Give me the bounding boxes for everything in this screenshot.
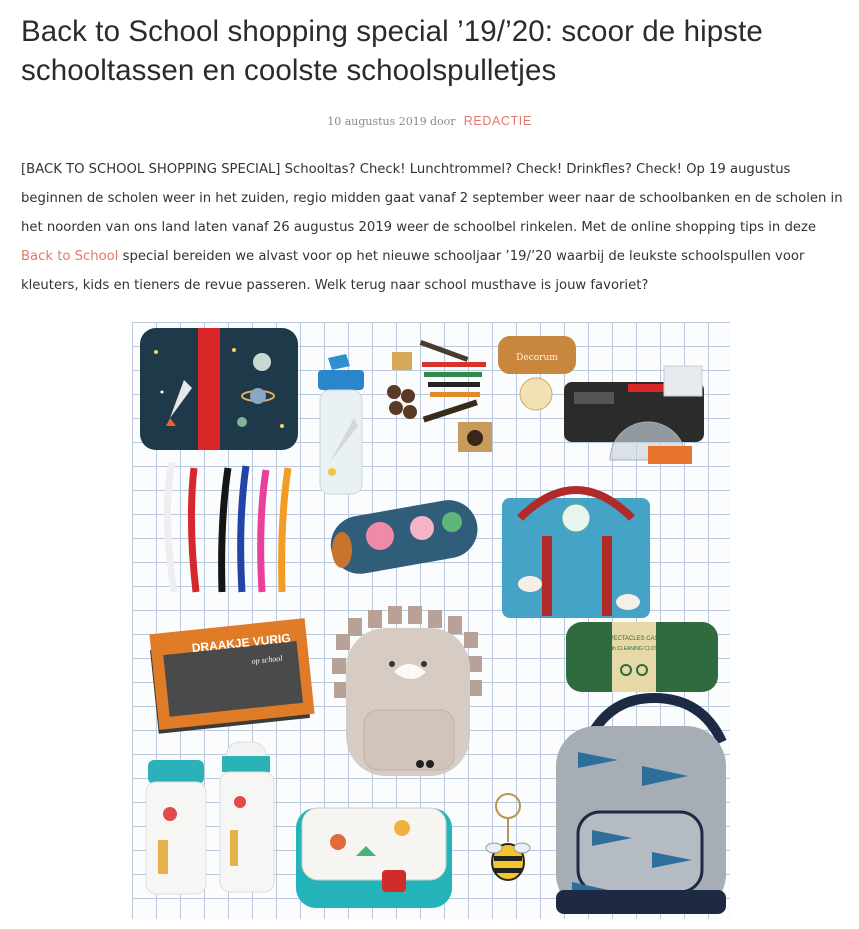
kids-drink-bottles: [146, 742, 274, 894]
product-collage-image: [132, 322, 730, 919]
animal-lunch-box: [296, 808, 452, 908]
floral-pencil-case: [326, 496, 482, 579]
author-link[interactable]: REDACTIE: [463, 114, 532, 128]
book-title: DRAAKJE VURIG: [191, 630, 292, 656]
collage-illustration: [132, 322, 730, 919]
water-bottle: [318, 354, 364, 494]
space-lunchbox: [140, 328, 298, 450]
glasses-case-sub: with CLEANING CLOTH: [606, 646, 662, 652]
sharpener-brand: Decorum: [516, 353, 558, 363]
spectacles-case: [566, 622, 718, 692]
hedgehog-backpack: [332, 606, 482, 776]
bee-keyring: [486, 794, 530, 880]
glasses-case-label: SPECTACLES CASE: [605, 636, 663, 642]
calculator-pencil-case: [564, 366, 704, 464]
intro-text-1: [BACK TO SCHOOL SHOPPING SPECIAL] Schooltas? Check! Lunchtrommel? Check! Drinkfles? Check! Op 19 augustus beginnen de scholen weer in het zuiden, regio midden gaat vanaf 2 september weer naar de schoolbanken en de scholen in het noorden van ons land laten vanaf 26 augustus 2019 weer de schoolbel rinkelen. Met de online shopping tips in deze: [21, 162, 843, 235]
cooler-lunch-bag: [502, 490, 650, 618]
back-to-school-link[interactable]: Back to School: [21, 249, 119, 264]
author-prefix: door: [430, 115, 456, 128]
article-title: Back to School shopping special ’19/’20: scoor de hipste schooltassen en coolste schoolspulletjes: [21, 15, 763, 87]
article-intro: [21, 155, 843, 300]
picture-book-draakje-vurig: [149, 618, 314, 734]
feather-pens: [167, 462, 288, 592]
colored-pencils: [387, 340, 492, 452]
shark-backpack: [556, 698, 726, 914]
publish-date: 10 augustus 2019: [327, 115, 427, 128]
article-meta: [0, 114, 859, 128]
book-subtitle: op school: [251, 653, 283, 666]
intro-text-2: special bereiden we alvast voor op het nieuwe schooljaar ’19/’20 waarbij de leukste schoolspullen voor kleuters, kids en tieners de revue passeren. Welk terug naar school musthave is jouw favoriet?: [21, 249, 805, 293]
